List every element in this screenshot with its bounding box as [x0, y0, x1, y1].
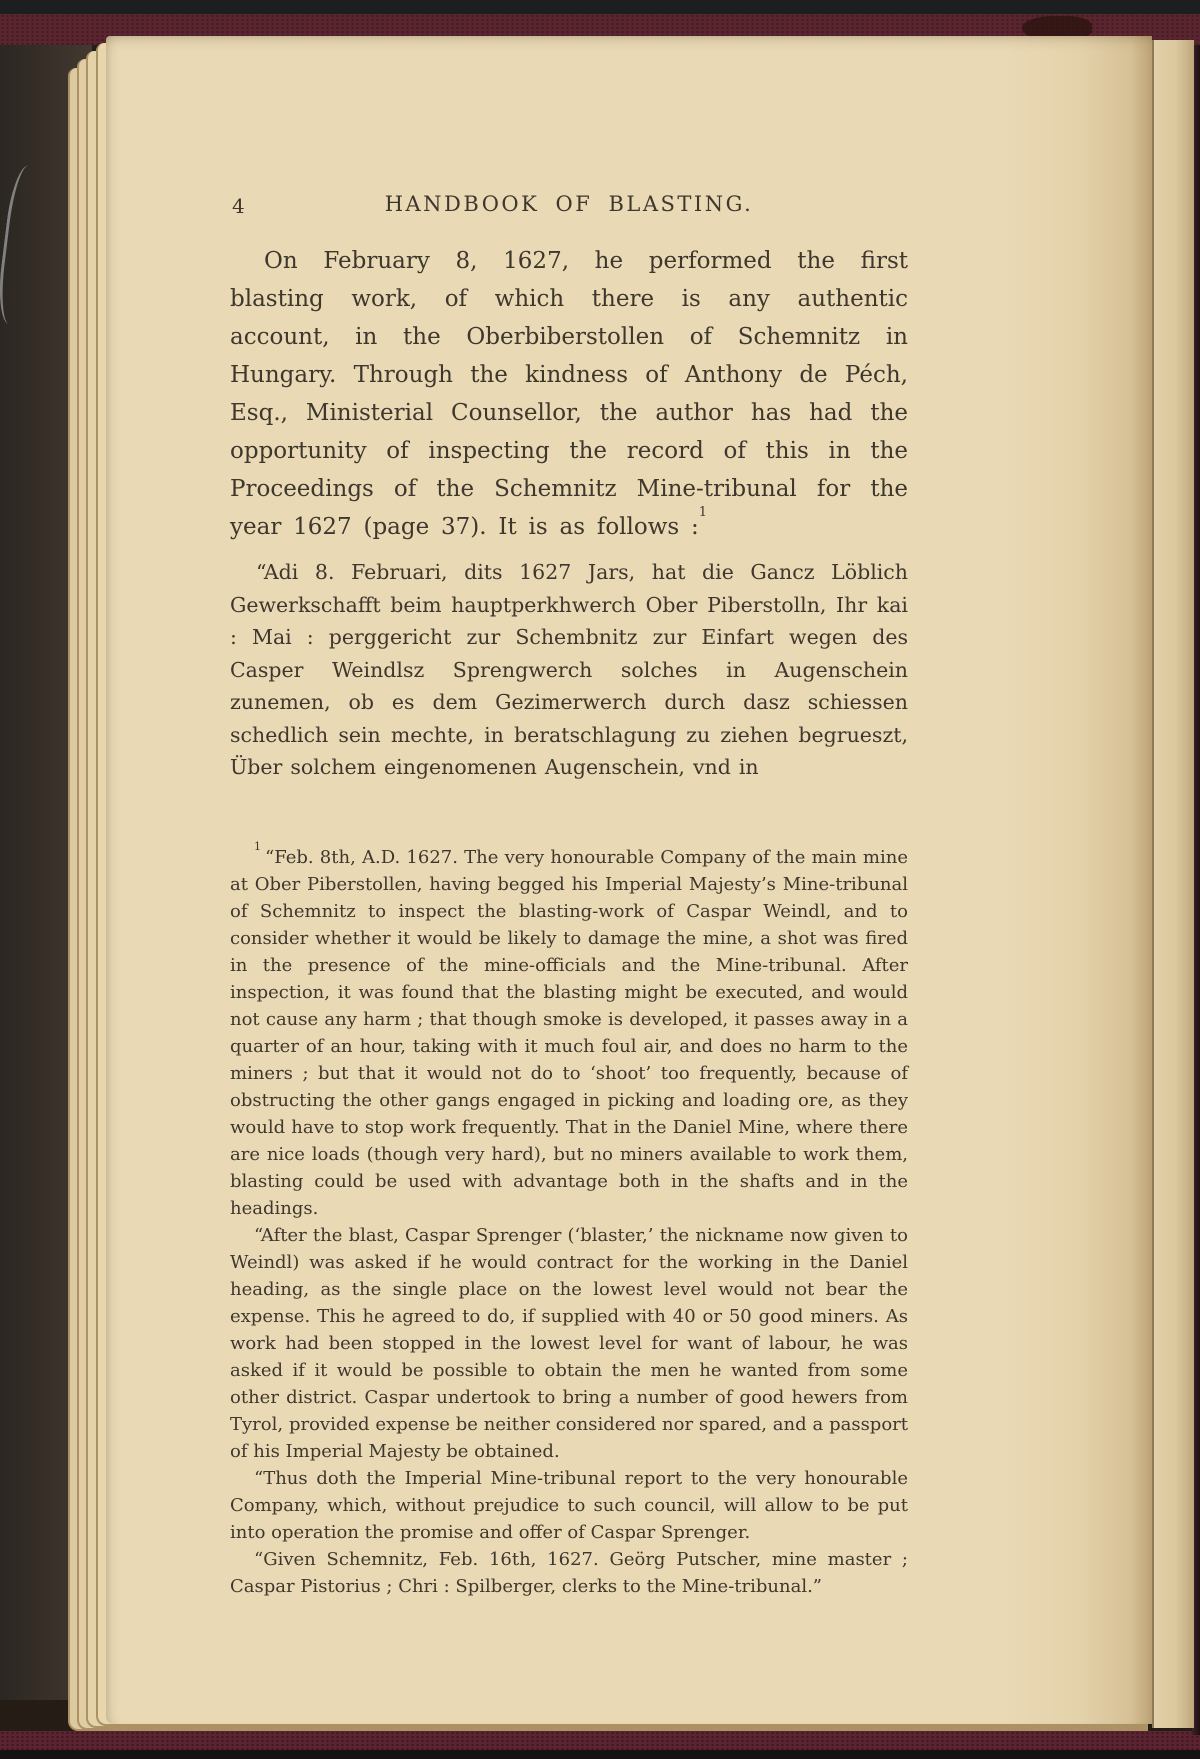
footnote-paragraph: “Given Schemnitz, Feb. 16th, 1627. Geörg Putscher, mine master ; Caspar Pistorius ; Chri : Spilberger, clerks to the Mine-tribunal.”	[230, 1548, 908, 1597]
next-page-edge	[1152, 40, 1194, 1728]
cover-maroon-band-bottom	[0, 1731, 1200, 1750]
footnote-paragraph	[230, 839, 908, 1222]
footnote-reference: 1	[698, 505, 708, 521]
footnote	[230, 839, 908, 1600]
footnote-paragraph-text: “Feb. 8th, A.D. 1627. The very honourable Company of the main mine at Ober Piberstollen, having begged his Imperial Majesty’s Mine-tribunal of Schemnitz to inspect the blasting-work of Caspar Weindl, and to consider whether it would be likely to damage the mine, a shot was fired in the presence of the mine-officials and the Mine-tribunal. After inspection, it was found that the blasting might be executed, and would not cause any harm ; that though smoke is developed, it passes away in a quarter of an hour, taking with it much foul air, and does no harm to the miners ; but that it would not do to ‘shoot’ too frequently, because of obstructing the other gangs engaged in picking and loading ore, as they would have to stop work frequently. That in the Daniel Mine, where there are nice loads (though very hard), but no miners available to work them, blasting could be used with advantage both in the shafts and in the headings.	[230, 846, 908, 1219]
book-page	[106, 36, 1152, 1724]
body-paragraph-text: On February 8, 1627, he performed the first blasting work, of which there is any authentic account, in the Oberbiberstollen of Schemnitz in Hungary. Through the kindness of Anthony de Péch, Esq., Ministerial Counsellor, the author has had the opportunity of inspecting the record of this in the Proceedings of the Schemnitz Mine-tribunal for the year 1627 (page 37). It is as follows :	[230, 248, 908, 540]
page-number: 4	[232, 194, 245, 218]
footnote-paragraph: “Thus doth the Imperial Mine-tribunal report to the very honourable Company, which, without prejudice to such council, will allow to be put into operation the promise and offer of Caspar Sprenger.	[230, 1467, 908, 1543]
page-header	[230, 192, 908, 220]
german-quotation: “Adi 8. Februari, dits 1627 Jars, hat die Gancz Löblich Gewerkschafft beim hauptperkhwerch Ober Piberstolln, Ihr kai : Mai : perggericht zur Schembnitz zur Einfart wegen des Casper Weindlsz Sprengwerch solches in Augenschein zunemen, ob es dem Gezimerwerch durch dasz schiessen schedlich sein mechte, in beratschlagung zu ziehen begrueszt, Über solchem eingenomenen Augenschein, vnd in	[230, 560, 908, 779]
running-header: HANDBOOK OF BLASTING.	[384, 192, 754, 216]
cover-cloth-bottom	[0, 1750, 1200, 1759]
footnote-paragraph: “After the blast, Caspar Sprenger (‘blaster,’ the nickname now given to Weindl) was asked if he would contract for the working in the Daniel heading, as the single place on the lowest level would not bear the expense. This he agreed to do, if supplied with 40 or 50 good miners. As work had been stopped in the lowest level for want of labour, he was asked if it would be possible to obtain the men he wanted from some other district. Caspar undertook to bring a number of good hewers from Tyrol, provided expense be neither considered nor spared, and a passport of his Imperial Majesty be obtained.	[230, 1224, 908, 1462]
text-block	[230, 36, 908, 1600]
cover-cloth-top	[0, 0, 1200, 14]
body-paragraph	[230, 242, 908, 546]
footnote-marker: 1	[254, 839, 261, 853]
